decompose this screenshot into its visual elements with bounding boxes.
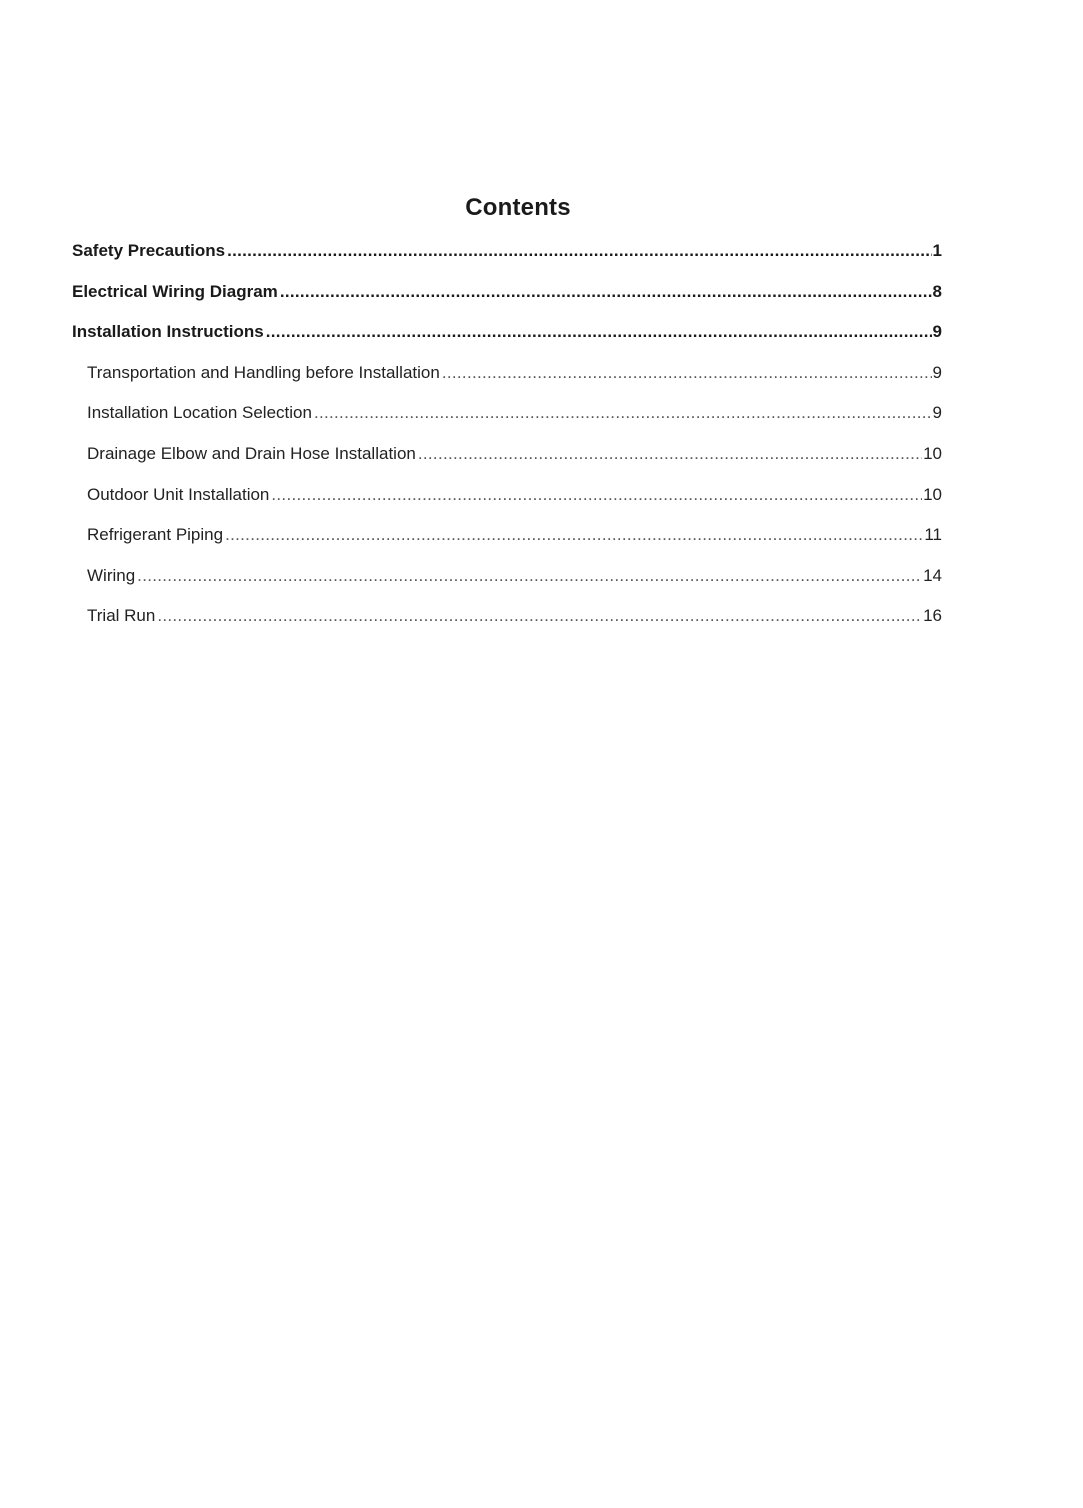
toc-dot-leader bbox=[137, 566, 922, 586]
toc-dot-leader bbox=[314, 403, 932, 423]
toc-entry-transportation-and-handling[interactable] bbox=[72, 363, 942, 404]
table-of-contents bbox=[72, 241, 942, 647]
toc-page-number: 14 bbox=[923, 565, 942, 585]
toc-dot-leader bbox=[266, 322, 932, 342]
toc-entry-drainage-elbow-and-drain-hose[interactable] bbox=[72, 444, 942, 485]
toc-dot-leader bbox=[280, 282, 932, 302]
toc-entry-installation-instructions[interactable] bbox=[72, 322, 942, 363]
toc-dot-leader bbox=[271, 485, 922, 505]
toc-page-number: 10 bbox=[923, 443, 942, 463]
toc-entry-electrical-wiring-diagram[interactable] bbox=[72, 282, 942, 323]
toc-entry-outdoor-unit-installation[interactable] bbox=[72, 485, 942, 526]
toc-entry-label: Installation Instructions bbox=[72, 322, 264, 342]
toc-page-number: 9 bbox=[932, 362, 942, 382]
toc-page-number: 8 bbox=[932, 281, 942, 301]
toc-dot-leader bbox=[225, 525, 923, 545]
toc-entry-label: Installation Location Selection bbox=[87, 403, 312, 423]
toc-entry-safety-precautions[interactable] bbox=[72, 241, 942, 282]
toc-entry-label: Drainage Elbow and Drain Hose Installation bbox=[87, 443, 416, 463]
toc-entry-label: Refrigerant Piping bbox=[87, 525, 224, 545]
toc-entry-label: Transportation and Handling before Installation bbox=[87, 362, 440, 382]
toc-entry-label: Wiring bbox=[87, 565, 136, 585]
toc-dot-leader bbox=[418, 444, 922, 464]
toc-entry-label: Electrical Wiring Diagram bbox=[72, 281, 278, 301]
toc-entry-label: Trial Run bbox=[87, 606, 156, 626]
toc-page-number: 10 bbox=[923, 484, 942, 504]
toc-page-number: 9 bbox=[932, 403, 942, 423]
toc-entry-refrigerant-piping[interactable] bbox=[72, 525, 942, 566]
page-title: Contents bbox=[465, 194, 571, 221]
toc-page-number: 11 bbox=[924, 525, 942, 545]
toc-page-number: 1 bbox=[932, 241, 942, 260]
toc-entry-label: Outdoor Unit Installation bbox=[87, 484, 270, 504]
toc-entry-installation-location-selection[interactable] bbox=[72, 403, 942, 444]
toc-dot-leader bbox=[442, 363, 932, 383]
toc-entry-label: Safety Precautions bbox=[72, 241, 226, 260]
toc-entry-trial-run[interactable] bbox=[72, 606, 942, 647]
toc-page-number: 16 bbox=[923, 606, 942, 626]
toc-entry-wiring[interactable] bbox=[72, 566, 942, 607]
toc-dot-leader bbox=[227, 241, 931, 261]
toc-page-number: 9 bbox=[932, 322, 942, 342]
toc-dot-leader bbox=[157, 606, 922, 626]
